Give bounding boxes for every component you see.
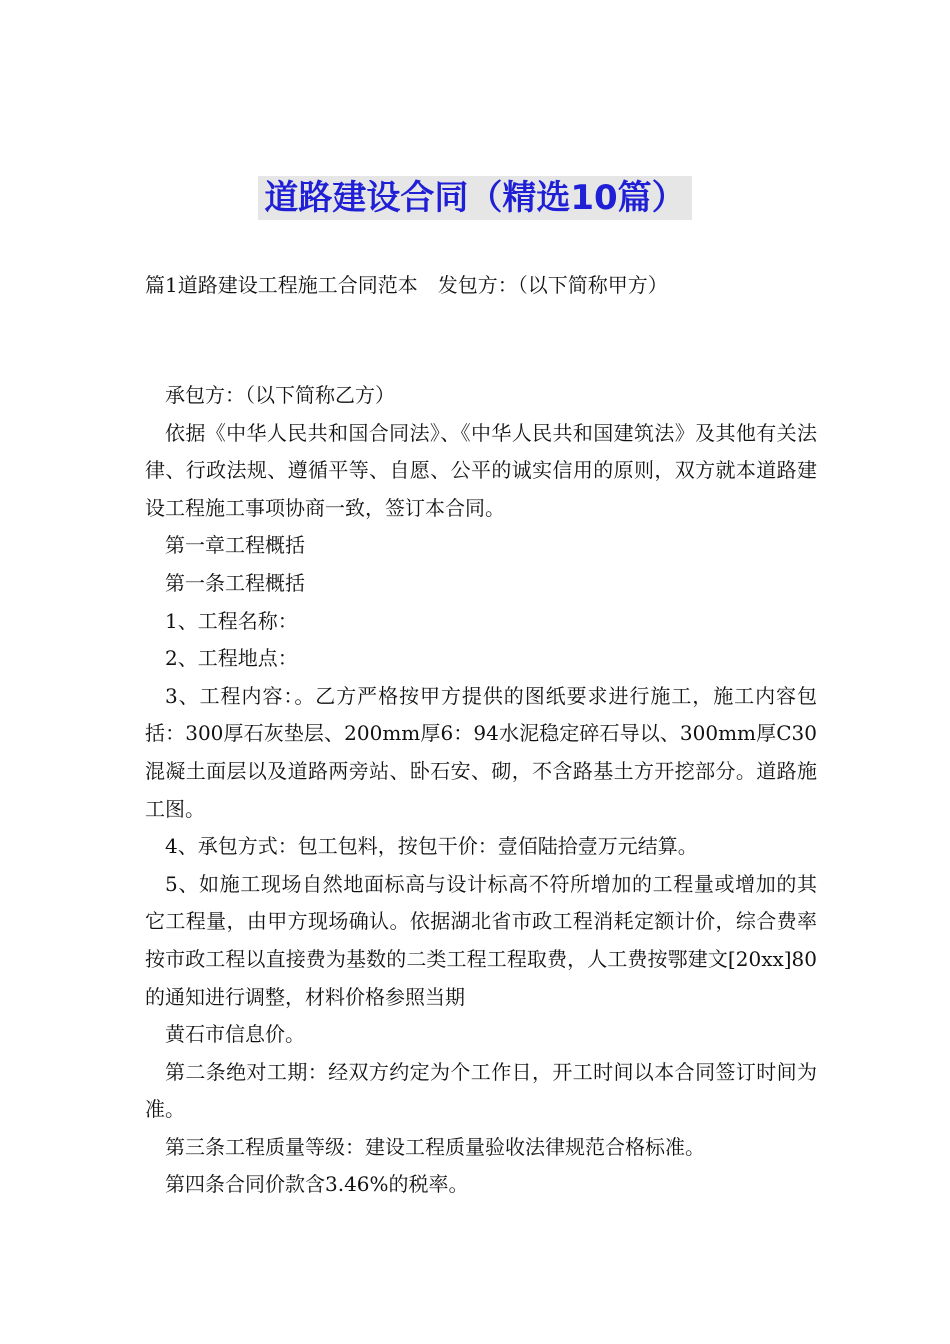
document-title: 道路建设合同（精选10篇） bbox=[258, 176, 691, 220]
paragraph: 依据《中华人民共和国合同法》、《中华人民共和国建筑法》及其他有关法律、行政法规、遵循平等、自愿、公平的诚实信用的原则，双方就本道路建设工程施工事项协商一致，签订本合同。 bbox=[145, 420, 817, 520]
section-heading: 篇1道路建设工程施工合同范本 发包方：（以下简称甲方） bbox=[145, 273, 668, 297]
paragraph: 1、工程名称： bbox=[165, 608, 298, 633]
paragraph: 第二条绝对工期：经双方约定为个工作日，开工时间以本合同签订时间为准。 bbox=[145, 1059, 817, 1122]
paragraph: 第四条合同价款含3.46%的税率。 bbox=[165, 1172, 469, 1197]
paragraph: 第一条工程概括 bbox=[165, 570, 305, 595]
paragraph: 第三条工程质量等级：建设工程质量验收法律规范合格标准。 bbox=[165, 1134, 705, 1159]
paragraph: 黄石市信息价。 bbox=[165, 1022, 305, 1047]
paragraph: 3、工程内容：。乙方严格按甲方提供的图纸要求进行施工，施工内容包括：300厚石灰垫层、200mm厚6：94水泥稳定碎石导以、300mm厚C30混凝土面层以及道路两旁站、卧石安、砌，不含路基土方开挖部分。道路施工图。 bbox=[145, 683, 817, 821]
document-body bbox=[145, 377, 817, 1204]
paragraph: 2、工程地点： bbox=[165, 646, 298, 671]
paragraph: 4、承包方式：包工包料，按包干价：壹佰陆拾壹万元结算。 bbox=[165, 834, 698, 859]
paragraph: 承包方：（以下简称乙方） bbox=[165, 383, 395, 407]
paragraph: 第一章工程概括 bbox=[165, 533, 305, 558]
paragraph: 5、如施工现场自然地面标高与设计标高不符所增加的工程量或增加的其它工程量，由甲方现场确认。依据湖北省市政工程消耗定额计价，综合费率按市政工程以直接费为基数的二类工程工程取费，人工费按鄂建文[20xx]80的通知进行调整，材料价格参照当期 bbox=[145, 871, 817, 1009]
title-container bbox=[0, 176, 950, 220]
